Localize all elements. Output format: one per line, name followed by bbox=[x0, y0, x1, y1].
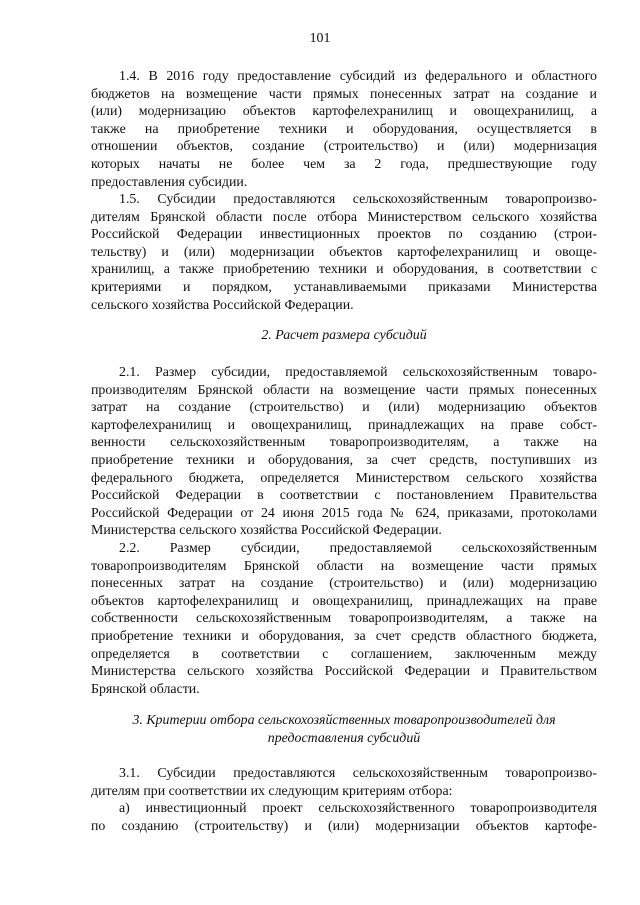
heading-line: 3. Критерии отбора сельскохозяйственных товаропроизводителей для bbox=[132, 713, 556, 728]
text-line: приобретение техники и оборудования, за счет средств областного бюджета, bbox=[91, 628, 597, 644]
text-line: Министерства сельского хозяйства Российской Федерации. bbox=[91, 523, 442, 539]
text-line: дителям Брянской области после отбора Министерством сельского хозяйства bbox=[91, 209, 597, 225]
text-line: критериями и порядком, устанавливаемыми приказами Министерства bbox=[91, 279, 597, 295]
text-line: 2.1. Размер субсидии, предоставляемой сельскохозяйственным товаро- bbox=[119, 365, 597, 380]
paragraph-3-1-a bbox=[91, 800, 597, 835]
text-line: понесенных затрат на создание (строительство) и (или) модернизацию bbox=[91, 576, 597, 592]
paragraph-2-1 bbox=[91, 364, 597, 540]
paragraph-2-2 bbox=[91, 540, 597, 698]
text-line: собственности сельскохозяйственным товаропроизводителям, а также на bbox=[91, 611, 597, 627]
text-line: затрат на создание (строительство) и (или) модернизацию объектов bbox=[91, 400, 597, 416]
text-line: венности сельскохозяйственным товаропроизводителям, а также на bbox=[91, 435, 597, 451]
text-line: Министерства сельского хозяйства Российской Федерации и Правительством bbox=[91, 664, 597, 680]
text-line: 2.2. Размер субсидии, предоставляемой сельскохозяйственным bbox=[119, 541, 597, 556]
paragraph-3-1 bbox=[91, 765, 597, 800]
text-line: Российской Федерации в соответствии с постановлением Правительства bbox=[91, 488, 597, 504]
section-heading-2: 2. Расчет размера субсидий bbox=[261, 328, 427, 343]
text-line: производителям Брянской области на возмещение части прямых понесенных bbox=[91, 382, 597, 398]
text-line: дителям при соответствии их следующим критериям отбора: bbox=[91, 783, 453, 799]
text-line: приобретение техники и оборудования, за счет средств, поступивших из bbox=[91, 452, 597, 468]
text-line: картофелехранилищ и овощехранилищ, принадлежащих на праве собст- bbox=[91, 417, 597, 433]
page-number: 101 bbox=[309, 31, 331, 46]
text-line: хранилищ, а также приобретению техники и оборудования, в соответствии с bbox=[91, 262, 597, 278]
text-line: 3.1. Субсидии предоставляются сельскохозяйственным товаропроизво- bbox=[119, 766, 597, 781]
paragraph-1-5 bbox=[91, 191, 597, 314]
text-line: федерального бюджета, определяется Министерством сельского хозяйства bbox=[91, 470, 597, 486]
text-line: отношении объектов, создание (строительство) и (или) модернизация bbox=[91, 139, 597, 155]
text-line: тельству) и (или) модернизации объектов картофелехранилищ и овоще- bbox=[91, 244, 597, 260]
text-line: объектов картофелехранилищ и овощехранилищ, принадлежащих на праве bbox=[91, 593, 597, 609]
text-line: Российской Федерации от 24 июня 2015 года № 624, приказами, протоколами bbox=[91, 505, 597, 521]
text-line: бюджетов на возмещение части прямых понесенных затрат на создание и bbox=[91, 86, 597, 102]
text-line: определяется в соответствии с соглашением, заключенным между bbox=[91, 646, 597, 662]
heading-line: предоставления субсидий bbox=[267, 730, 421, 746]
text-line: предоставления субсидии. bbox=[91, 174, 248, 190]
text-line: по созданию (строительству) и (или) модернизации объектов картофе- bbox=[91, 818, 597, 834]
text-line: 1.4. В 2016 году предоставление субсидий из федерального и областного bbox=[119, 69, 597, 84]
text-line: которых начаты не более чем за 2 года, предшествующие году bbox=[91, 156, 597, 172]
text-line: также на приобретение техники и оборудования, осуществляется в bbox=[91, 121, 597, 137]
text-line: Российской Федерации инвестиционных проектов по созданию (строи- bbox=[91, 227, 597, 243]
section-heading-3 bbox=[91, 712, 597, 747]
text-line: (или) модернизацию объектов картофелехранилищ и овощехранилищ, а bbox=[91, 104, 597, 120]
text-line: а) инвестиционный проект сельскохозяйственного товаропроизводителя bbox=[119, 801, 597, 816]
text-line: товаропроизводителям Брянской области на возмещение части прямых bbox=[91, 558, 597, 574]
text-line: Брянской области. bbox=[91, 681, 200, 697]
paragraph-1-4 bbox=[91, 68, 597, 191]
text-line: сельского хозяйства Российской Федерации. bbox=[91, 297, 354, 313]
text-line: 1.5. Субсидии предоставляются сельскохозяйственным товаропроизво- bbox=[119, 192, 597, 207]
